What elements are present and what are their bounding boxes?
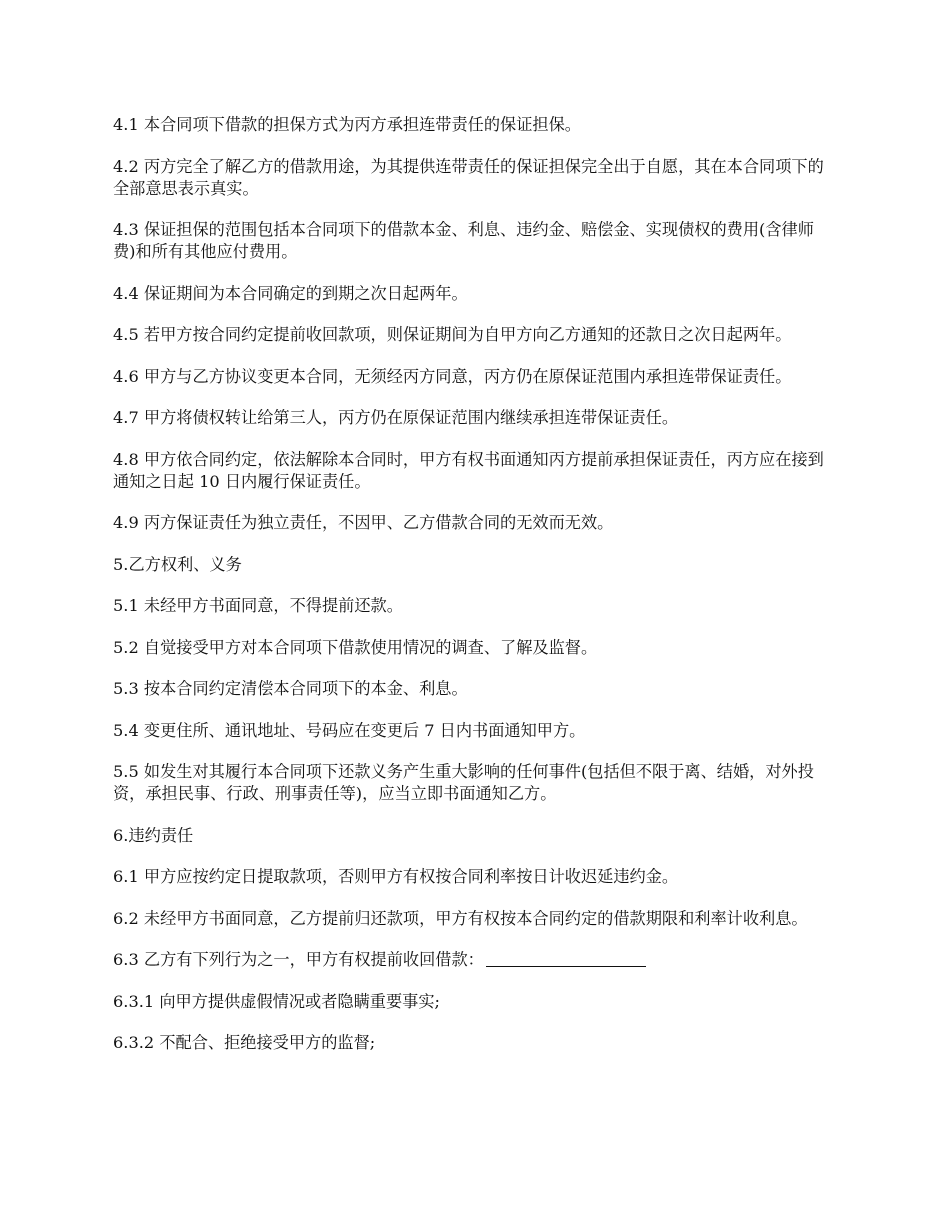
- clause-5-4: 5.4 变更住所、通讯地址、号码应在变更后 7 日内书面通知甲方。: [113, 720, 586, 740]
- clause-5-5: 5.5 如发生对其履行本合同项下还款义务产生重大影响的任何事件(包括但不限于离、结婚，对外投资，承担民事、行政、刑事责任等)，应当立即书面通知乙方。: [113, 762, 814, 803]
- clause-4-7: 4.7 甲方将债权转让给第三人，丙方仍在原保证范围内继续承担连带保证责任。: [113, 408, 679, 427]
- clause-6-1: 6.1 甲方应按约定日提取款项，否则甲方有权按合同利率按日计收迟延违约金。: [113, 867, 679, 886]
- clause-6-3-2: 6.3.2 不配合、拒绝接受甲方的监督;: [113, 1033, 376, 1052]
- fill-in-blank-line: [486, 950, 646, 967]
- section-6-heading: 6.违约责任: [113, 825, 194, 845]
- clause-6-2: 6.2 未经甲方书面同意，乙方提前归还款项，甲方有权按本合同约定的借款期限和利率计收利息。: [113, 908, 808, 928]
- clause-5-3: 5.3 按本合同约定清偿本合同项下的本金、利息。: [113, 679, 468, 698]
- clause-5-1: 5.1 未经甲方书面同意，不得提前还款。: [113, 596, 403, 615]
- clause-4-3: 4.3 保证担保的范围包括本合同项下的借款本金、利息、违约金、赔偿金、实现债权的费用(含律师费)和所有其他应付费用。: [113, 220, 814, 261]
- clause-6-3-1: 6.3.1 向甲方提供虚假情况或者隐瞒重要事实;: [113, 991, 440, 1011]
- clause-4-5: 4.5 若甲方按合同约定提前收回款项，则保证期间为自甲方向乙方通知的还款日之次日起两年。: [113, 325, 792, 344]
- clause-5-2: 5.2 自觉接受甲方对本合同项下借款使用情况的调查、了解及监督。: [113, 637, 598, 657]
- clause-6-3-text: 6.3 乙方有下列行为之一，甲方有权提前收回借款：: [113, 950, 484, 969]
- clause-4-8: 4.8 甲方依合同约定，依法解除本合同时，甲方有权书面通知丙方提前承担保证责任，丙方应在接到通知之日起 10 日内履行保证责任。: [113, 449, 824, 491]
- clause-4-1: 4.1 本合同项下借款的担保方式为丙方承担连带责任的保证担保。: [113, 115, 581, 134]
- clause-4-2: 4.2 丙方完全了解乙方的借款用途，为其提供连带责任的保证担保完全出于自愿，其在本合同项下的全部意思表示真实。: [113, 156, 824, 198]
- clause-4-9: 4.9 丙方保证责任为独立责任，不因甲、乙方借款合同的无效而无效。: [113, 513, 614, 532]
- clause-4-4: 4.4 保证期间为本合同确定的到期之次日起两年。: [113, 283, 468, 303]
- document-body: [113, 114, 833, 1074]
- clause-6-3: [113, 949, 833, 971]
- section-5-heading: 5.乙方权利、义务: [113, 554, 242, 574]
- clause-4-6: 4.6 甲方与乙方协议变更本合同，无须经丙方同意，丙方仍在原保证范围内承担连带保证责任。: [113, 366, 792, 386]
